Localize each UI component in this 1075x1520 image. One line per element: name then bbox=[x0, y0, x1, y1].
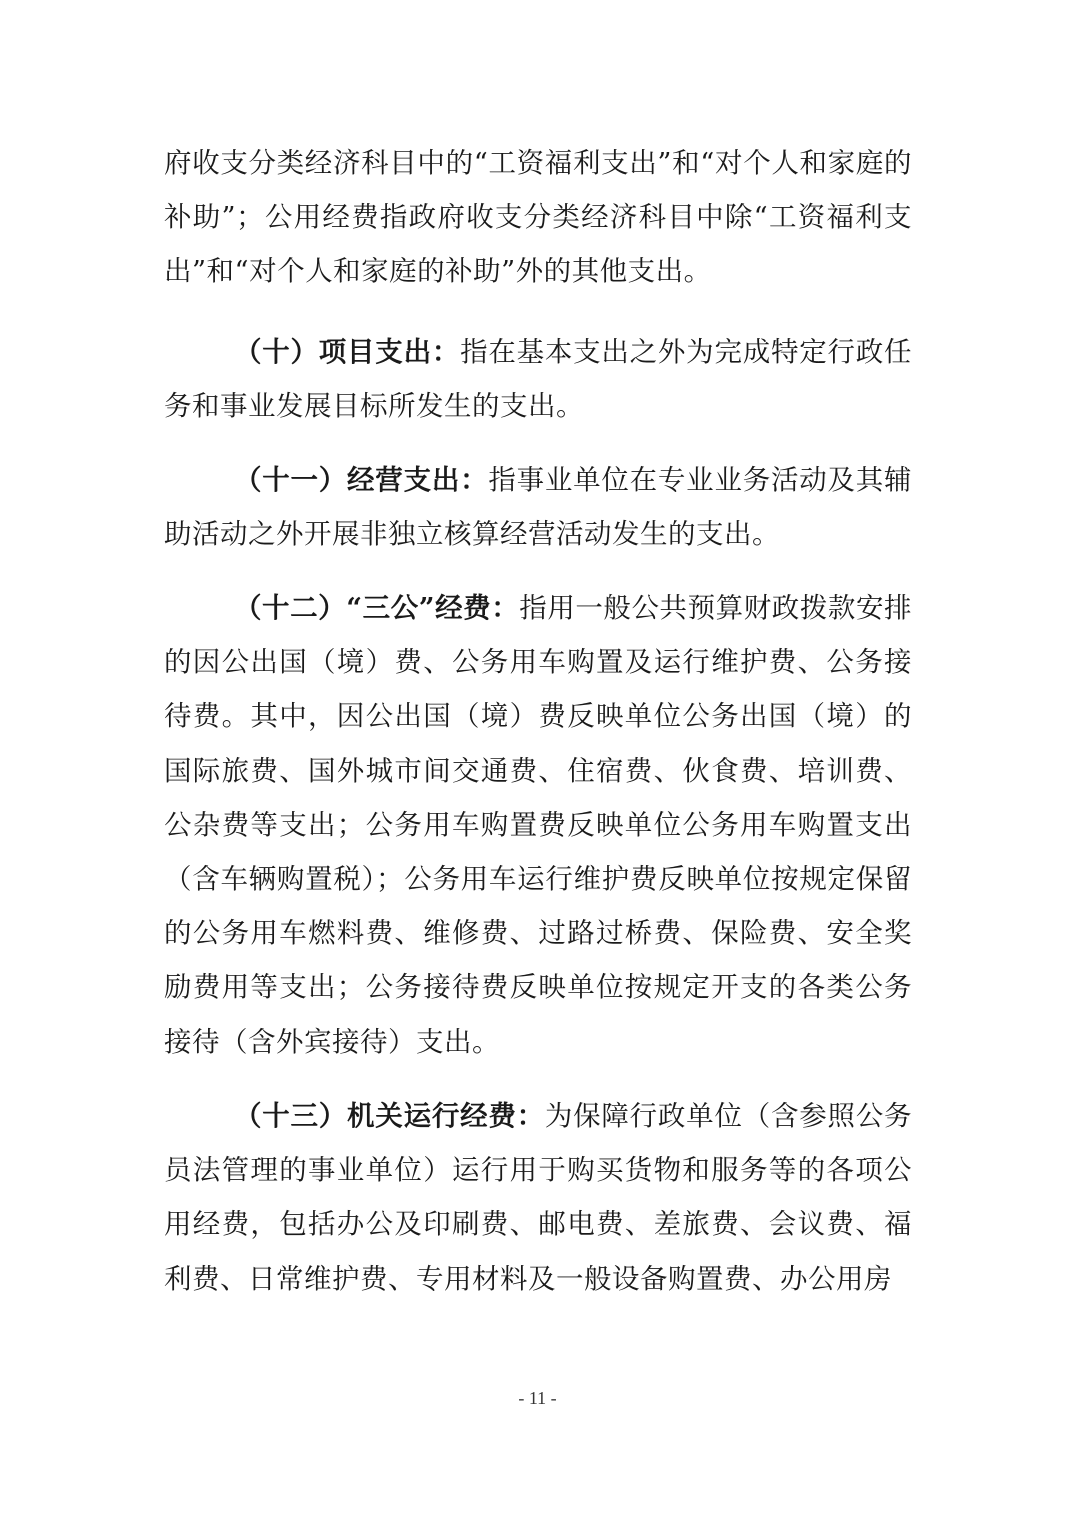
paragraph-operating-expenditure bbox=[164, 453, 912, 561]
term-heading: （十一）经营支出： bbox=[234, 464, 489, 496]
paragraph-project-expenditure bbox=[164, 325, 912, 433]
paragraph-three-public-expenses bbox=[164, 581, 912, 1069]
term-heading: （十）项目支出： bbox=[234, 336, 461, 368]
paragraph-text: 指在基本支出之外为完成特定行政任务和事业发展目标所发生的支出。 bbox=[164, 336, 913, 423]
paragraph-text: 指事业单位在专业业务活动及其辅助活动之外开展非独立核算经营活动发生的支出。 bbox=[164, 464, 913, 551]
paragraph-continuation bbox=[164, 136, 912, 299]
paragraph-agency-operating-expenses bbox=[164, 1089, 912, 1306]
page-number: - 11 - bbox=[518, 1388, 557, 1408]
term-heading: （十三）机关运行经费： bbox=[234, 1100, 545, 1132]
paragraph-text: 府收支分类经济科目中的“工资福利支出”和“对个人和家庭的补助”；公用经费指政府收支分类经济科目中除“工资福利支出”和“对个人和家庭的补助”外的其他支出。 bbox=[164, 147, 912, 288]
paragraph-text: 指用一般公共预算财政拨款安排的因公出国（境）费、公务用车购置及运行维护费、公务接待费。其中，因公出国（境）费反映单位公务出国（境）的国际旅费、国外城市间交通费、住宿费、伙食费、培训费、公杂费等支出；公务用车购置费反映单位公务用车购置支出（含车辆购置税）；公务用车运行维护费反映单位按规定保留的公务用车燃料费、维修费、过路过桥费、保险费、安全奖励费用等支出；公务接待费反映单位按规定开支的各类公务接待（含外宾接待）支出。 bbox=[164, 592, 913, 1058]
paragraph-text: 为保障行政单位（含参照公务员法管理的事业单位）运行用于购买货物和服务等的各项公用经费，包括办公及印刷费、邮电费、差旅费、会议费、福利费、日常维护费、专用材料及一般设备购置费、办公用房 bbox=[164, 1100, 913, 1295]
term-heading: （十二）“三公”经费： bbox=[234, 592, 520, 624]
